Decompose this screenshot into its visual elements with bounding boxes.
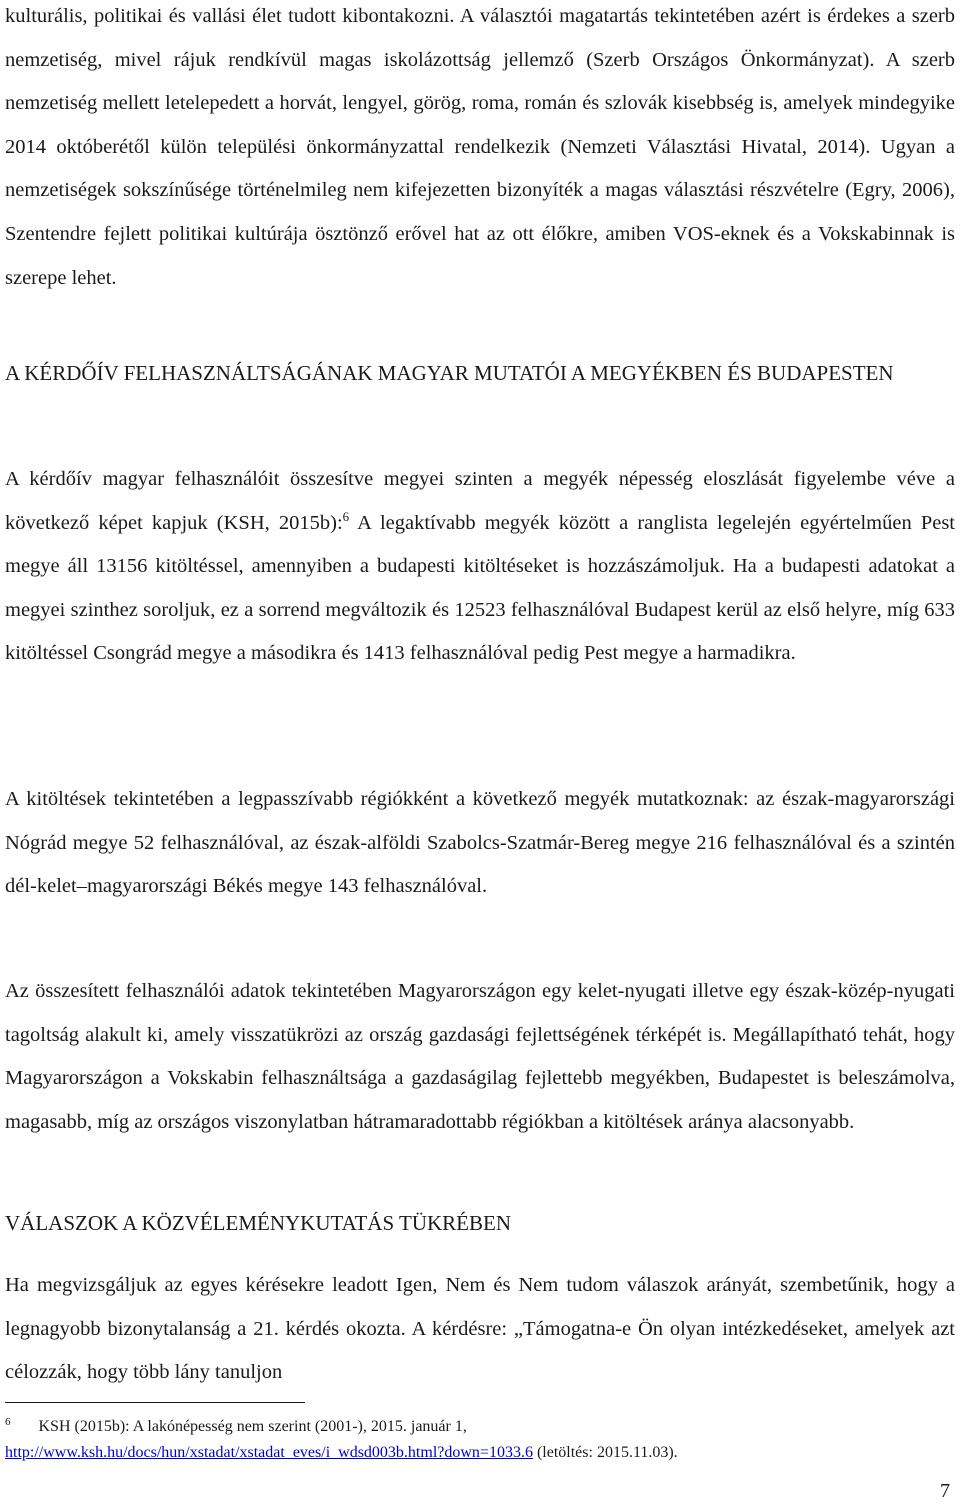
footnote-text: KSH (2015b): A lakónépesség nem szerint (2001-), 2015. január 1,	[38, 1418, 467, 1435]
footnote-link[interactable]: http://www.ksh.hu/docs/hun/xstadat/xstadat_eves/i_wdsd003b.html?down=1033.6	[5, 1444, 533, 1461]
footnote-marker: 6	[5, 1415, 11, 1428]
page-number: 7	[940, 1480, 950, 1502]
body-paragraph: kulturális, politikai és vallási élet tudott kibontakozni. A választói magatartás tekintetében azért is érdekes a szerb nemzetiség, mivel rájuk rendkívül magas iskolázottság jellemző (Szerb Országos Önkormányzat). A szerb nemzetiség mellett letelepedett a horvát, lengyel, görög, roma, román és szlovák kisebbség is, amelyek mindegyike 2014 októberétől külön települési önkormányzattal rendelkezik (Nemzeti Választási Hivatal, 2014). Ugyan a nemzetiségek sokszínűsége történelmileg nem kifejezetten bizonyíték a magas választási részvételre (Egry, 2006), Szentendre fejlett politikai kultúrája ösztönző erővel hat az ott élőkre, amiben VOS-eknek és a Vokskabinnak is szerepe lehet.	[5, 5, 955, 289]
footnote	[5, 1414, 955, 1466]
footnote-reference[interactable]: 6	[342, 508, 350, 524]
body-paragraph	[5, 458, 955, 676]
section-heading: A KÉRDŐÍV FELHASZNÁLTSÁGÁNAK MAGYAR MUTATÓI A MEGYÉKBEN ÉS BUDAPESTEN	[5, 361, 894, 385]
body-paragraph: A kitöltések tekintetében a legpasszívabb régiókként a következő megyék mutatkoznak: az észak-magyarországi Nógrád megye 52 felhasználóval, az észak-alföldi Szabolcs-Szatmár-Bereg megye 216 felhasználóval és a szintén dél-kelet–magyarországi Békés megye 143 felhasználóval.	[5, 788, 955, 898]
body-paragraph: Ha megvizsgáljuk az egyes kérésekre leadott Igen, Nem és Nem tudom válaszok arányát, szembetűnik, hogy a legnagyobb bizonytalanság a 21. kérdés okozta. A kérdésre: „Támogatna-e Ön olyan intézkedéseket, amelyek azt célozzák, hogy több lány tanuljon	[5, 1274, 955, 1384]
footnote-divider	[5, 1402, 305, 1403]
paragraph-text: A legaktívabb megyék között a ranglista legelején egyértelműen Pest megye áll 13156 kitöltéssel, amennyiben a budapesti kitöltéseket is hozzászámoljuk. Ha a budapesti adatokat a megyei szinthez soroljuk, ez a sorrend megváltozik és 12523 felhasználóval Budapest kerül az első helyre, míg 633 kitöltéssel Csongrád megye a másodikra és 1413 felhasználóval pedig Pest megye a harmadikra.	[5, 511, 955, 665]
paragraph-text: A kérdőív magyar felhasználóit összesítve megyei szinten a megyék népesség eloszlását figyelembe véve a következő képet kapjuk (KSH, 2015b):	[5, 468, 955, 534]
section-heading: VÁLASZOK A KÖZVÉLEMÉNYKUTATÁS TÜKRÉBEN	[5, 1211, 511, 1235]
body-paragraph: Az összesített felhasználói adatok tekintetében Magyarországon egy kelet-nyugati illetve egy észak-közép-nyugati tagoltság alakult ki, amely visszatükrözi az ország gazdasági fejlettségének térképét is. Megállapítható tehát, hogy Magyarországon a Vokskabin felhasználtsága a gazdaságilag fejlettebb megyékben, Budapestet is beleszámolva, magasabb, míg az országos viszonylatban hátramaradottabb régiókban a kitöltések aránya alacsonyabb.	[5, 980, 955, 1133]
footnote-retrieved-text: (letöltés: 2015.11.03).	[532, 1444, 678, 1461]
